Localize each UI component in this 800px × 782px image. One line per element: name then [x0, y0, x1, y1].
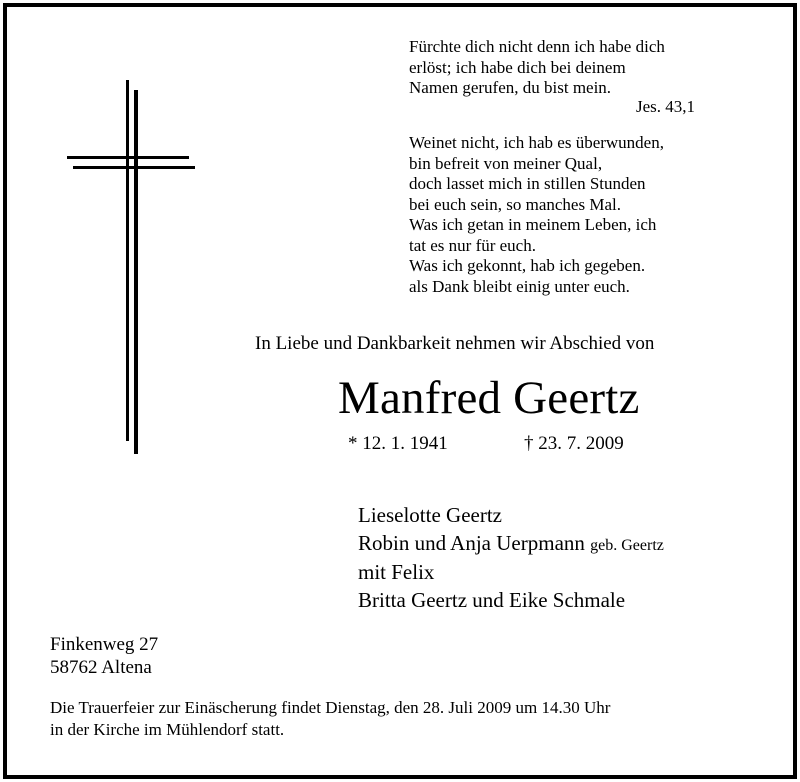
farewell-intro: In Liebe und Dankbarkeit nehmen wir Abschied von — [255, 333, 655, 354]
mourner-line — [358, 502, 664, 530]
cross-vertical-left-line — [126, 80, 129, 441]
mourner-name: mit Felix — [358, 560, 435, 584]
address-street: Finkenweg 27 — [50, 634, 159, 655]
birth-date: * 12. 1. 1941 — [348, 433, 448, 454]
cross-horizontal-top-line — [67, 156, 189, 159]
poem-line: Was ich getan in meinem Leben, ich — [409, 215, 657, 234]
poem-line: Was ich gekonnt, hab ich gegeben. — [409, 256, 646, 275]
poem-line: tat es nur für euch. — [409, 235, 536, 255]
address-city: 58762 Altena — [50, 657, 152, 678]
cross-vertical-right-line — [134, 90, 138, 454]
address-block — [50, 633, 158, 679]
poem-line: als Dank bleibt einig unter euch. — [409, 276, 630, 296]
bible-verse — [409, 37, 665, 99]
mourner-name: Lieselotte Geertz — [358, 503, 503, 527]
mourners-list — [358, 502, 664, 614]
verse-line: Namen gerufen, du bist mein. — [409, 78, 612, 97]
poem — [409, 133, 664, 297]
mourner-line — [358, 530, 664, 560]
verse-line: erlöst; ich habe dich bei deinem — [409, 57, 626, 77]
mourner-name: Robin und Anja Uerpmann — [358, 530, 585, 555]
mourner-line — [358, 587, 664, 615]
mourner-line — [358, 559, 664, 587]
cross-horizontal-bottom-line — [73, 166, 195, 169]
poem-line: doch lasset mich in stillen Stunden — [409, 174, 646, 193]
deceased-name: Manfred Geertz — [338, 372, 640, 424]
verse-reference: Jes. 43,1 — [636, 97, 696, 116]
poem-line: bin befreit von meiner Qual, — [409, 153, 603, 173]
funeral-notice — [50, 697, 610, 741]
poem-line: bei euch sein, so manches Mal. — [409, 194, 621, 214]
verse-line: Fürchte dich nicht denn ich habe dich — [409, 37, 665, 56]
poem-line: Weinet nicht, ich hab es überwunden, — [409, 133, 664, 152]
mourner-name: Britta Geertz und Eike Schmale — [358, 587, 626, 612]
notice-line: in der Kirche im Mühlendorf statt. — [50, 720, 285, 739]
maiden-name-note: geb. Geertz — [590, 536, 664, 554]
death-date: † 23. 7. 2009 — [524, 433, 624, 454]
notice-line: Die Trauerfeier zur Einäscherung findet Dienstag, den 28. Juli 2009 um 14.30 Uhr — [50, 698, 611, 717]
